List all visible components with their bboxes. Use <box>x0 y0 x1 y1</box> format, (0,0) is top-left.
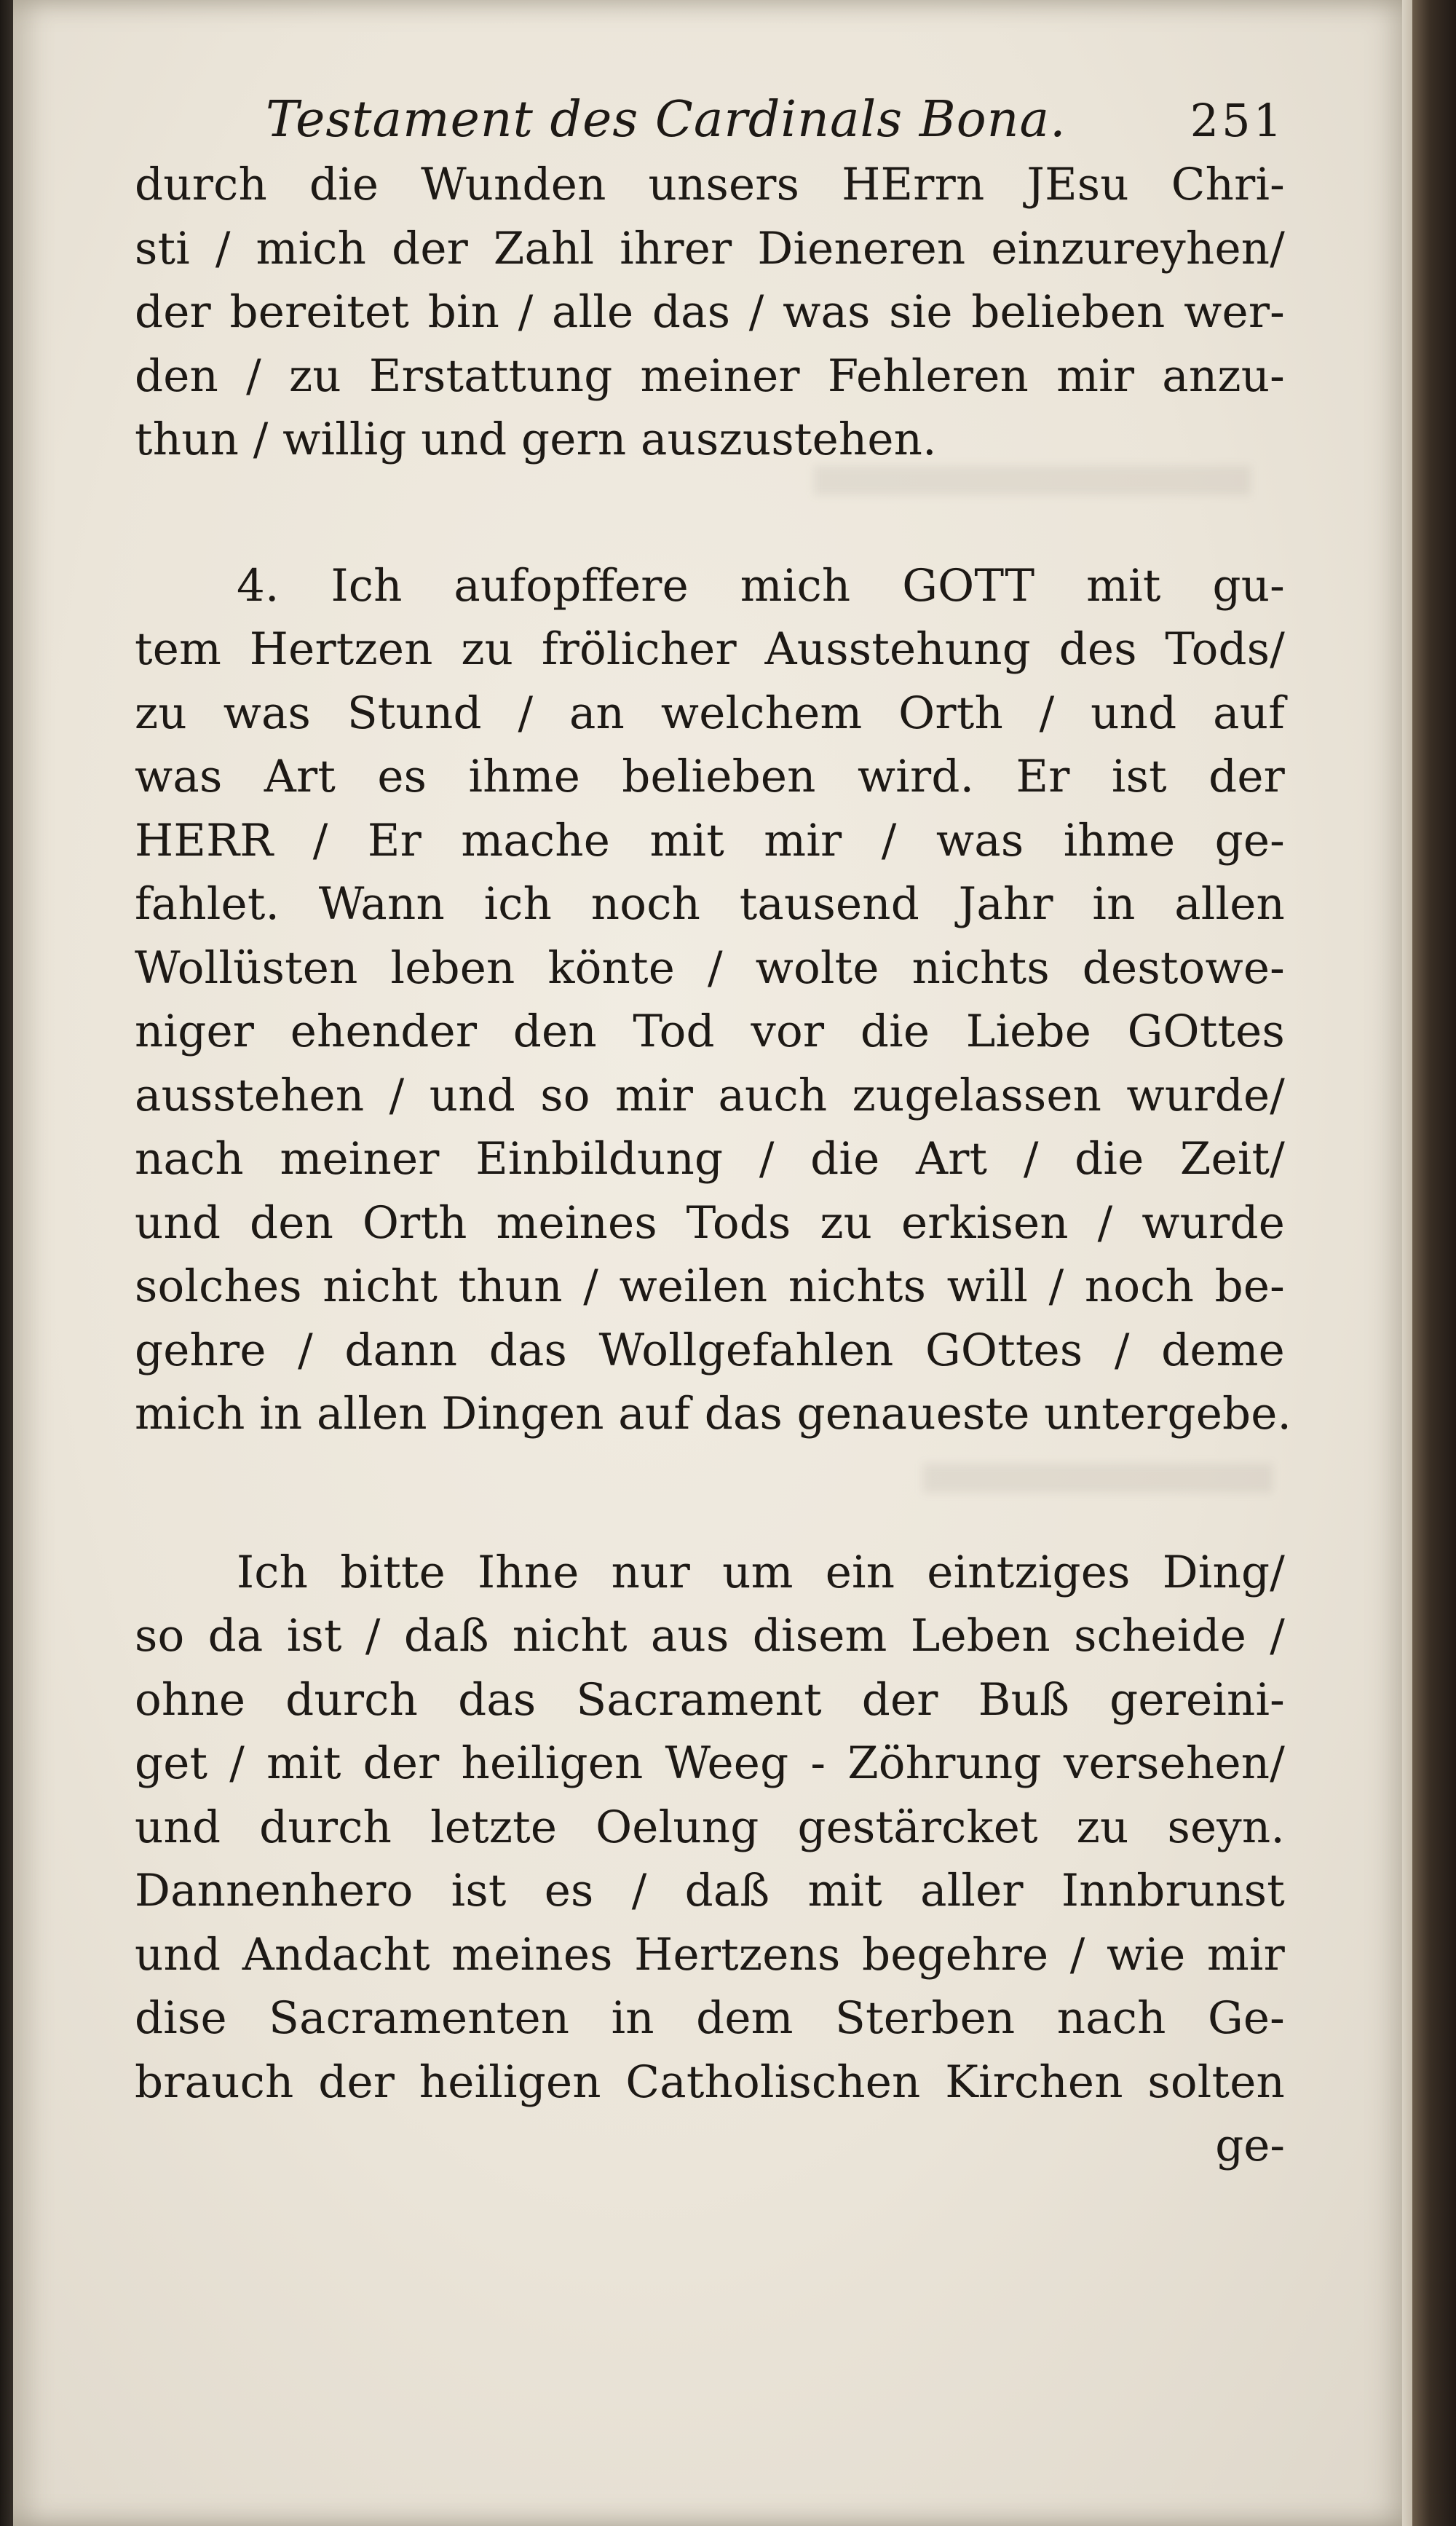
text-line: und Andacht meines Hertzens begehre / wie mir <box>135 1928 1285 1981</box>
text-line: ohne durch das Sacrament der Buß gereini- <box>135 1673 1285 1726</box>
text-line: solches nicht thun / weilen nichts will / noch be- <box>135 1260 1285 1312</box>
text-line: HERR / Er mache mit mir / was ihme ge- <box>135 814 1285 867</box>
paragraph-spacer <box>135 1446 1285 1541</box>
page-number: 251 <box>1190 94 1285 147</box>
text-line: den / zu Erstattung meiner Fehleren mir anzu- <box>135 350 1285 402</box>
text-line: und durch letzte Oelung gestärcket zu seyn. <box>135 1801 1285 1853</box>
text-line: Ich bitte Ihne nur um ein eintziges Ding/ <box>237 1546 1285 1598</box>
running-head: Testament des Cardinals Bona. <box>266 91 1067 149</box>
paragraph-3 <box>135 1541 1285 2115</box>
paragraph-2 <box>135 554 1292 1446</box>
paragraph-spacer <box>135 472 1285 554</box>
text-line: niger ehender den Tod vor die Liebe GOttes <box>135 1006 1285 1057</box>
book-cover-edge <box>1412 0 1456 2526</box>
paragraph-1 <box>135 153 1285 472</box>
text-line: nach meiner Einbildung / die Art / die Zeit/ <box>135 1133 1285 1185</box>
text-line: thun / willig und gern auszustehen. <box>135 414 937 465</box>
text-line: brauch der heiligen Catholischen Kirchen solten <box>135 2056 1285 2108</box>
text-line: der bereitet bin / alle das / was sie belieben wer- <box>135 286 1285 338</box>
text-line: tem Hertzen zu frölicher Ausstehung des Tods/ <box>135 623 1285 675</box>
text-line: was Art es ihme belieben wird. Er ist der <box>135 751 1285 802</box>
text-line: sti / mich der Zahl ihrer Dieneren einzureyhen/ <box>135 222 1285 275</box>
text-line: Dannenhero ist es / daß mit aller Innbrunst <box>135 1865 1285 1917</box>
catchword: ge- <box>1215 2120 1285 2171</box>
text-line: 4. Ich aufopffere mich GOTT mit gu- <box>237 559 1285 612</box>
text-line: dise Sacramenten in dem Sterben nach Ge- <box>135 1992 1285 2044</box>
text-line: ausstehen / und so mir auch zugelassen wurde/ <box>135 1069 1285 1121</box>
text-line: fahlet. Wann ich noch tausend Jahr in allen <box>135 878 1285 930</box>
text-line: get / mit der heiligen Weeg - Zöhrung versehen/ <box>135 1737 1285 1789</box>
page-header <box>135 87 1285 153</box>
text-line: Wollüsten leben könte / wolte nichts destowe- <box>135 942 1285 994</box>
text-line: und den Orth meines Tods zu erkisen / wurde <box>135 1196 1285 1249</box>
text-line: so da ist / daß nicht aus disem Leben scheide / <box>135 1610 1285 1662</box>
text-line: zu was Stund / an welchem Orth / und auf <box>135 687 1285 739</box>
text-line: gehre / dann das Wollgefahlen GOttes / deme <box>135 1324 1285 1376</box>
text-line: mich in allen Dingen auf das genaueste untergebe. <box>135 1388 1292 1440</box>
text-line: durch die Wunden unsers HErrn JEsu Chri- <box>135 159 1285 210</box>
text-block <box>135 87 1292 2178</box>
